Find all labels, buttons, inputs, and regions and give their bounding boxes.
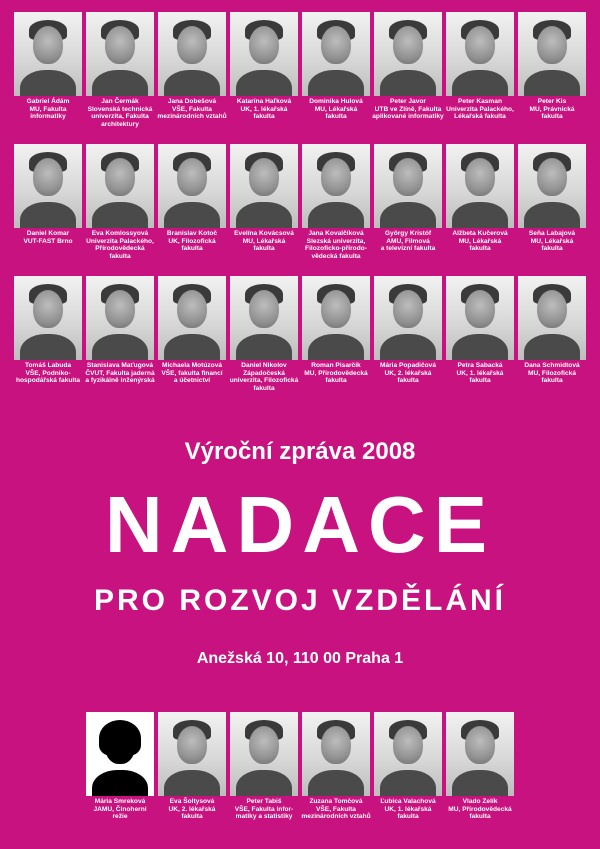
address: Anežská 10, 110 00 Praha 1 [196, 650, 404, 667]
person-caption: Jana Dobešová VŠE, Fakulta mezinárodních vztahů [157, 98, 227, 121]
person-caption: Mária Smreková JAMU, Činoherní režie [93, 798, 147, 821]
person-card [156, 144, 228, 276]
person-caption: Alžbeta Kučerová MU, Lékařská fakulta [452, 230, 508, 253]
portrait-photo [518, 144, 586, 228]
person-card [372, 144, 444, 276]
person-card [84, 276, 156, 408]
portrait-photo [86, 276, 154, 360]
person-card [228, 144, 300, 276]
person-card [228, 276, 300, 408]
person-card [516, 144, 588, 276]
portrait-photo [446, 712, 514, 796]
foundation-subtitle: PRO ROZVOJ VZDĚLÁNÍ [93, 584, 507, 617]
person-caption: Vlado Zelík MU, Přírodovědecká fakulta [448, 798, 512, 821]
portrait-photo [446, 276, 514, 360]
silhouette-photo [86, 712, 154, 796]
portrait-photo [518, 12, 586, 96]
person-card [444, 144, 516, 276]
portrait-photo [230, 712, 298, 796]
portrait-photo [302, 12, 370, 96]
portrait-photo [86, 12, 154, 96]
person-caption: Peter Javor UTB ve Zlíně, Fakulta aplikované informatiky [372, 98, 444, 121]
person-caption: György Kristóf AMU, Filmová a televizní fakulta [380, 230, 436, 253]
person-caption: Tomáš Labuda VŠE, Podniko- hospodářská fakulta [15, 362, 81, 385]
person-caption: Petra Sabacká UK, 1. lékařská fakulta [456, 362, 504, 385]
person-caption: Eva Komlossyová Univerzita Palackého, Přírodovědecká fakulta [86, 230, 154, 260]
person-caption: Mária Popadičová UK, 2. lékařská fakulta [379, 362, 437, 385]
person-card [372, 712, 444, 844]
person-card [12, 12, 84, 144]
portrait-photo [14, 144, 82, 228]
person-card [444, 12, 516, 144]
person-card [12, 144, 84, 276]
person-card [444, 276, 516, 408]
person-card [516, 12, 588, 144]
person-card [156, 712, 228, 844]
portrait-photo [230, 144, 298, 228]
portrait-photo [374, 12, 442, 96]
portrait-photo [374, 276, 442, 360]
portrait-photo [86, 144, 154, 228]
person-caption: Daniel Nikolov Západočeská univerzita, Filozofická fakulta [229, 362, 299, 392]
person-card [84, 712, 156, 844]
portrait-photo [446, 144, 514, 228]
person-card [372, 12, 444, 144]
portrait-photo [230, 276, 298, 360]
person-caption: Evelína Kovácsová MU, Lékařská fakulta [234, 230, 294, 253]
person-card [228, 712, 300, 844]
portrait-photo [158, 12, 226, 96]
person-card [444, 712, 516, 844]
portrait-photo [158, 276, 226, 360]
person-card [12, 276, 84, 408]
person-caption: Seňa Labajová MU, Lékařská fakulta [528, 230, 576, 253]
person-card [300, 144, 372, 276]
person-card [300, 276, 372, 408]
person-caption: Michaela Motúzová VŠE, fakulta financí a účetnictví [161, 362, 223, 385]
person-card [516, 276, 588, 408]
person-caption: Jan Čermák Slovenská technická univerzita, Fakulta architektury [87, 98, 153, 128]
person-caption: Peter Kasman Univerzita Palackého, Lékařská fakulta [446, 98, 514, 121]
person-card [228, 12, 300, 144]
person-caption: Zuzana Tomčová VŠE, Fakulta mezinárodních vztahů [301, 798, 371, 821]
person-card [156, 276, 228, 408]
person-card [300, 12, 372, 144]
portrait-photo [446, 12, 514, 96]
person-caption: Ľubica Valachová UK, 1. lékařská fakulta [380, 798, 436, 821]
portrait-photo [518, 276, 586, 360]
person-caption: Katarína Haľková UK, 1. lékařská fakulta [236, 98, 292, 121]
portrait-photo [302, 712, 370, 796]
person-caption: Eva Šoltysová UK, 2. lékařská fakulta [168, 798, 216, 821]
person-caption: Gabriel Ádám MU, Fakulta informatiky [26, 98, 70, 121]
portrait-photo [158, 712, 226, 796]
portrait-photo [374, 144, 442, 228]
person-card [372, 276, 444, 408]
person-caption: Stanislava Maťugová ČVUT, Fakulta jaderná a fyzikálně inženýrská [85, 362, 155, 385]
people-grid-bottom [84, 712, 516, 844]
person-card [156, 12, 228, 144]
person-card [84, 144, 156, 276]
portrait-photo [14, 276, 82, 360]
person-caption: Daniel Komar VUT-FAST Brno [23, 230, 73, 245]
portrait-photo [230, 12, 298, 96]
portrait-photo [302, 144, 370, 228]
portrait-photo [158, 144, 226, 228]
people-grid-top [12, 12, 588, 408]
portrait-photo [374, 712, 442, 796]
person-caption: Dana Schmidtová MU, Filozofická fakulta [524, 362, 580, 385]
person-card [300, 712, 372, 844]
portrait-photo [14, 12, 82, 96]
person-caption: Peter Kis MU, Právnická fakulta [529, 98, 575, 121]
person-caption: Peter Tabiš VŠE, Fakulta infor- matiky a statistiky [234, 798, 294, 821]
person-caption: Jana Kovalčíková Slezská univerzita, Filozoficko-přírodo- vědecká fakulta [305, 230, 367, 260]
person-caption: Branislav Kotoč UK, Filozofická fakulta [166, 230, 218, 253]
person-caption: Roman Pisarčík MU, Přírodovědecká fakulta [304, 362, 368, 385]
person-caption: Dominika Hulová MU, Lékařská fakulta [309, 98, 363, 121]
annual-report-year-title: Výroční zpráva 2008 [184, 438, 416, 465]
person-card [84, 12, 156, 144]
portrait-photo [302, 276, 370, 360]
foundation-title: NADACE [104, 480, 496, 569]
